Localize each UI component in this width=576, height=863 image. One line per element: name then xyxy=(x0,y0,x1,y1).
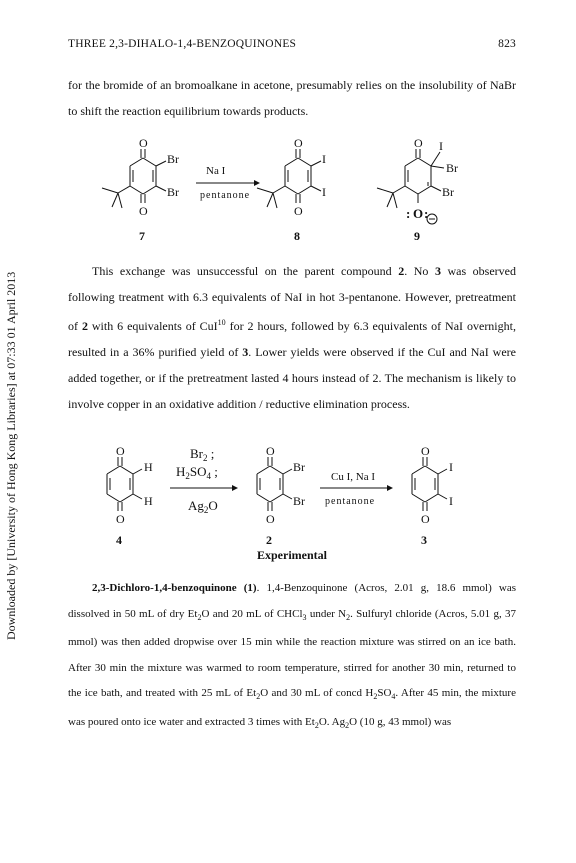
svg-text:O: O xyxy=(413,206,424,221)
compound-label-8: 8 xyxy=(294,229,300,243)
svg-text:O: O xyxy=(116,512,125,526)
svg-text::: : xyxy=(424,206,429,221)
molecule-8-structure xyxy=(257,149,321,208)
svg-text:H: H xyxy=(144,494,153,508)
svg-text:O: O xyxy=(294,136,303,150)
compound-label-9: 9 xyxy=(414,229,420,243)
scheme-2 xyxy=(0,440,576,550)
compound-label-4: 4 xyxy=(116,533,122,547)
reagent-pentanone: pentanone xyxy=(200,190,251,201)
scheme-1 xyxy=(0,130,576,250)
compound-label-3: 3 xyxy=(421,533,427,547)
reagent-br2: $Br_2$ ; xyxy=(190,446,215,463)
svg-text:Br: Br xyxy=(167,152,179,166)
svg-text:O: O xyxy=(421,512,430,526)
svg-text:O: O xyxy=(294,204,303,218)
download-sidebar xyxy=(4,271,24,660)
svg-text:O: O xyxy=(139,136,148,150)
svg-text:O: O xyxy=(266,512,275,526)
svg-text:O: O xyxy=(139,204,148,218)
compound-label-7: 7 xyxy=(139,229,145,243)
compound-label-2: 2 xyxy=(266,533,272,547)
svg-text:Br: Br xyxy=(446,161,458,175)
reagent-nai: Na I xyxy=(206,165,226,177)
running-header xyxy=(68,38,516,50)
reagent-h2so4: $H_2SO_4$ ; xyxy=(176,464,218,481)
paragraph-3: 2,3-Dichloro-1,4-benzoquinone (1). 1,4-Benzoquinone (Acros, 2.01 g, 18.6 mmol) was dissolved in 50 mL of dry $Et_2O$ and 20 mL of CHCl$_3$ under $N_2$. Sulfuryl chloride (Acros, 5.01 g, 37 mmol) was then added dropwise over 15 min while the reaction mixture was stirred on an ice bath. After 30 min the mixture was warmed to room temperature, stirred for another 30 min, returned to the ice bath, and treated with 25 mL of $Et_2O$ and 30 mL of concd $H_2SO_4$. After 45 min, the mixture was poured onto ice water and extracted 3 times with $Et_2O$. $Ag_2O$ (10 g, 43 mmol) was xyxy=(68,582,517,731)
svg-text:H: H xyxy=(144,460,153,474)
paragraph-1: for the bromide of an bromoalkane in acetone, presumably relies on the insolubility of NaBr to shift the reaction equilibrium towards products. xyxy=(68,78,516,118)
svg-text:I: I xyxy=(322,185,326,199)
download-notice: Downloaded by [University of Hong Kong Libraries] at 07:33 01 April 2013 xyxy=(4,271,18,640)
paragraph-2: This exchange was unsuccessful on the parent compound 2. No 3 was observed following treatment with 6.3 equivalents of NaI in hot 3-pentanone. However, pretreatment of 2 with 6 equivalents of CuI$^{10}$ for 2 hours, followed by 6.3 equivalents of NaI overnight, resulted in a 36% purified yield of 3. Lower yields were observed if the CuI and NaI were added together, or if the pretreatment lasted 4 hours instead of 2. The mechanism is likely to involve copper in an oxidative addition / reductive elimination process. xyxy=(68,264,517,411)
svg-text:O: O xyxy=(266,444,275,458)
svg-text:O: O xyxy=(421,444,430,458)
molecule-2-structure xyxy=(257,457,292,511)
svg-text:Br: Br xyxy=(442,185,454,199)
molecule-4-structure xyxy=(107,457,142,511)
svg-text:O: O xyxy=(116,444,125,458)
reagent-pentanone-2: pentanone xyxy=(325,496,376,507)
molecule-3-structure xyxy=(412,457,447,511)
reagent-ag2o: $Ag_2O$ xyxy=(188,498,218,515)
section-heading: Experimental xyxy=(257,548,327,562)
svg-text:Br: Br xyxy=(293,460,305,474)
svg-text:I: I xyxy=(449,460,453,474)
header-title: THREE 2,3-DIHALO-1,4-BENZOQUINONES xyxy=(68,38,297,50)
svg-text:O: O xyxy=(414,136,423,150)
svg-text:I: I xyxy=(322,152,326,166)
svg-text:Br: Br xyxy=(293,494,305,508)
svg-text::: : xyxy=(406,206,411,221)
svg-text:Br: Br xyxy=(167,185,179,199)
page-number: 823 xyxy=(498,38,516,50)
molecule-9-structure xyxy=(377,149,444,224)
reagent-cui-nai: Cu I, Na I xyxy=(331,471,375,483)
svg-text:I: I xyxy=(439,139,443,153)
molecule-7-structure xyxy=(102,149,166,208)
svg-text:I: I xyxy=(449,494,453,508)
